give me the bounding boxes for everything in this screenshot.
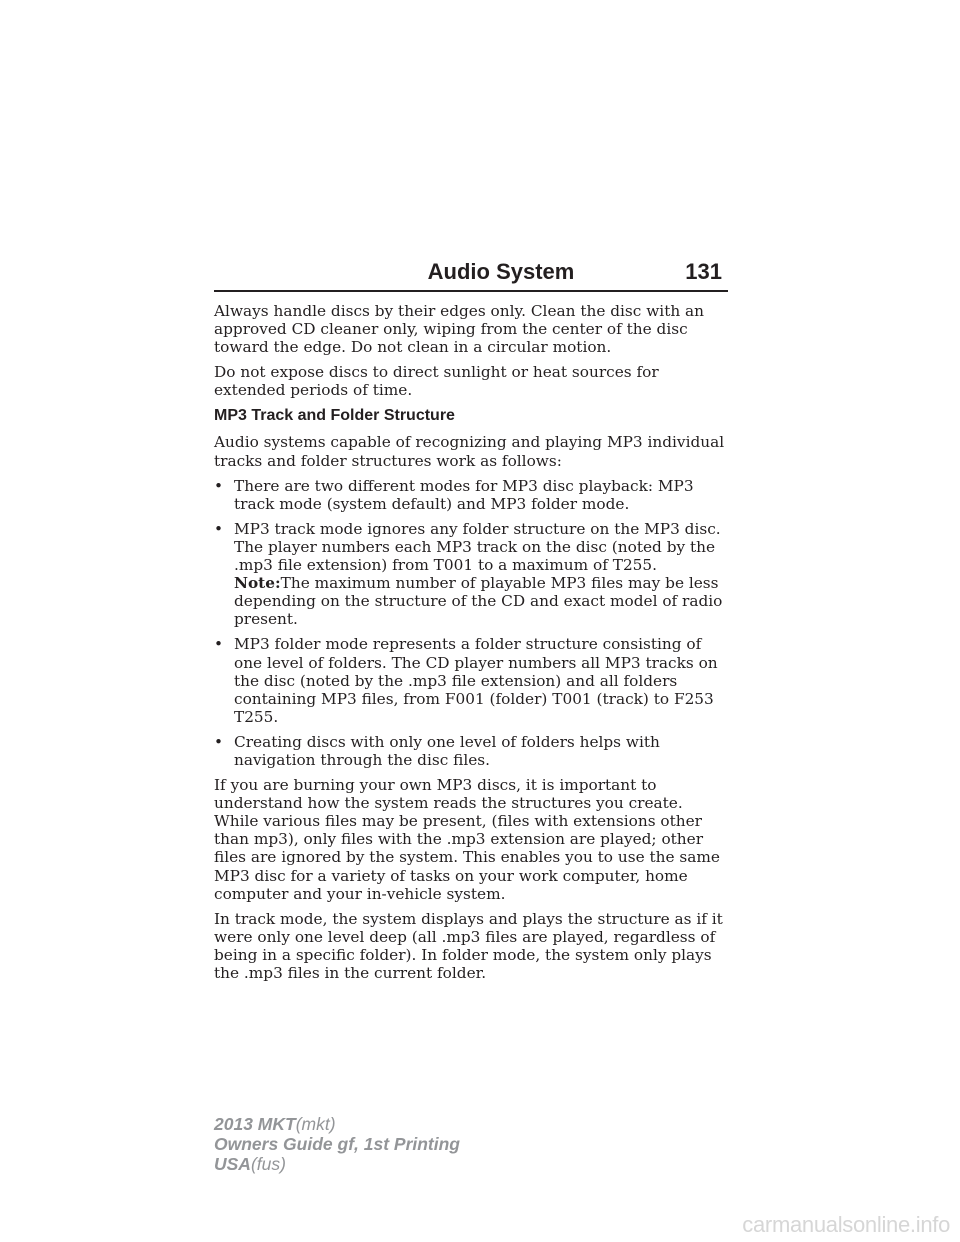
bullet-icon: • [214,635,224,654]
bullet-icon: • [214,519,224,538]
paragraph-disc-sunlight: Do not expose discs to direct sunlight or heat sources for extended periods of time. [214,363,659,400]
bullet-text: Creating discs with only one level of folders helps with navigation through the disc files. [234,732,660,769]
bullet-text: MP3 folder mode represents a folder structure consisting of one level of folders. The CD player numbers all MP3 tracks on the disc (noted by the .mp3 file extension) and all folders containing MP3 files, from F001 (folder) T001 (track) to F253 T255. [234,635,718,726]
bullet-item [214,477,728,513]
footer-printing: Owners Guide gf, 1st Printing [214,1134,460,1154]
paragraph-track-folder-mode: In track mode, the system displays and plays the structure as if it were only one level deep (all .mp3 files are played, regardless of being in a specific folder). In folder mode, the system only plays the .mp3 files in the current folder. [214,909,723,982]
bullet-icon: • [214,732,224,751]
page-body [214,302,728,989]
bullet-item [214,733,728,769]
page-number: 131 [685,259,722,284]
bullet-icon: • [214,476,224,495]
site-watermark: carmanualsonline.info [742,1212,950,1237]
bullet-text: There are two different modes for MP3 disc playback: MP3 track mode (system default) and MP3 folder mode. [234,476,694,513]
bullet-item [214,635,728,725]
note-text: The maximum number of playable MP3 files may be less depending on the structure of the CD and exact model of radio present. [234,574,723,629]
header-divider [214,290,728,292]
paragraph-disc-handling: Always handle discs by their edges only. Clean the disc with an approved CD cleaner only, wiping from the center of the disc toward the edge. Do not clean in a circular motion. [214,302,705,357]
paragraph-mp3-intro: Audio systems capable of recognizing and playing MP3 individual tracks and folder structures work as follows: [214,433,725,470]
bullet-item [214,520,728,629]
page-header [214,258,728,292]
footer-model-line [214,1114,460,1134]
footer-region-line [214,1154,460,1174]
subsection-heading: MP3 Track and Folder Structure [214,407,455,425]
section-title: Audio System [427,259,575,284]
footer-region-code: (fus) [250,1154,286,1174]
note-label: Note: [234,574,281,593]
footer-model-code: (mkt) [295,1114,336,1134]
page-footer [214,1114,460,1174]
footer-region: USA [214,1154,251,1174]
bullet-text: MP3 track mode ignores any folder structure on the MP3 disc. The player numbers each MP3 track on the disc (noted by the .mp3 file extension) from T001 to a maximum of T255. [234,519,721,575]
paragraph-burning-discs: If you are burning your own MP3 discs, it is important to understand how the system reads the structures you create. While various files may be present, (files with extensions other than mp3), only files with the .mp3 extension are played; other files are ignored by the system. This enables you to use the same MP3 disc for a variety of tasks on your work computer, home computer and your in-vehicle system. [214,776,720,903]
footer-model: 2013 MKT [214,1114,296,1134]
